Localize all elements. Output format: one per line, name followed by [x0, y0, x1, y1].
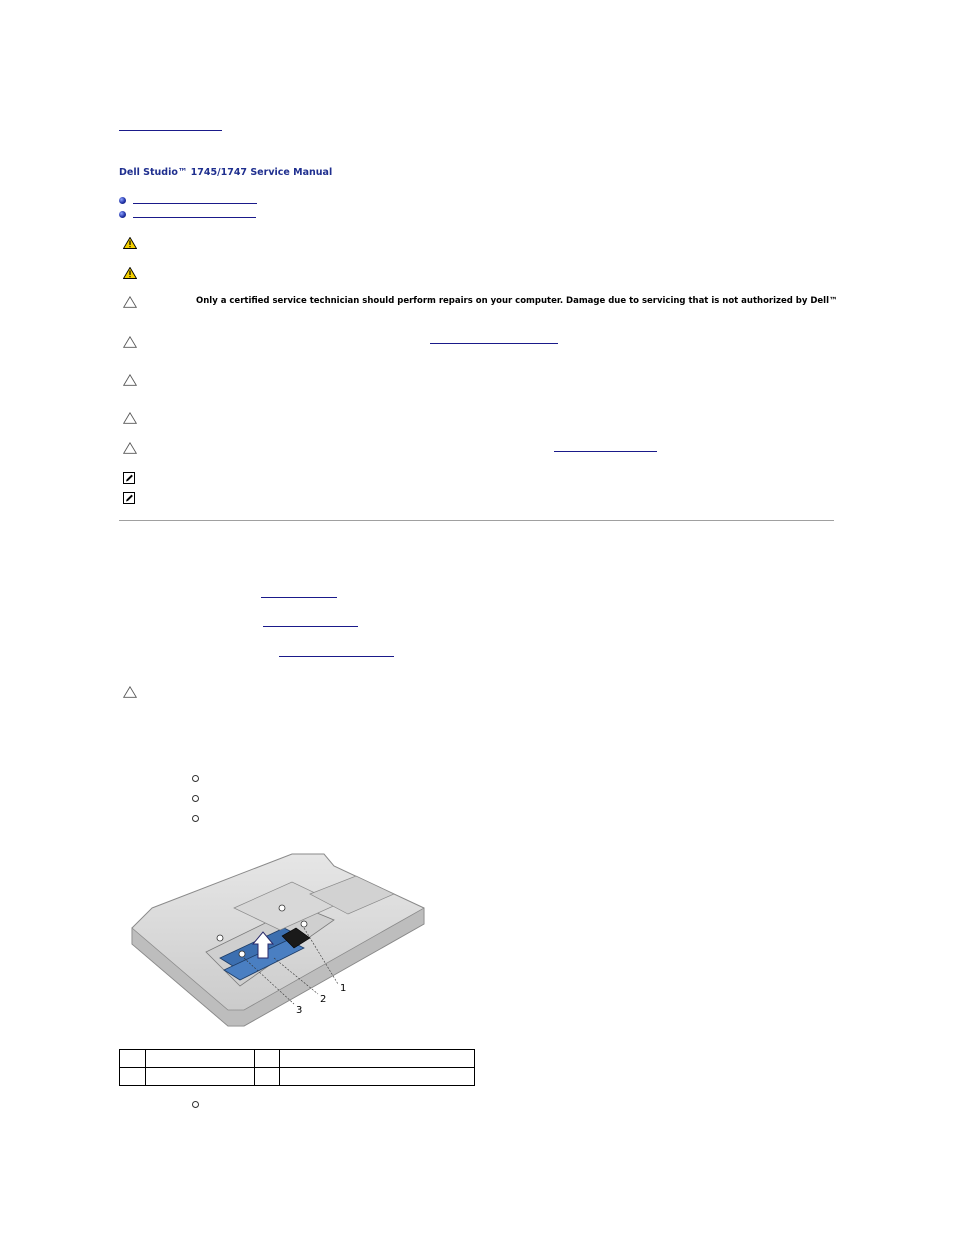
memory-module-illustration	[124, 846, 429, 1028]
sub-step-bullet	[192, 1101, 199, 1108]
note-pencil-icon	[123, 492, 135, 504]
figure-callout-2: 2	[320, 994, 327, 1005]
legend-label-cell	[280, 1050, 475, 1068]
caution-triangle-icon	[123, 686, 137, 698]
legend-number-cell	[255, 1068, 280, 1086]
figure-callout-3: 3	[296, 1005, 303, 1016]
sub-step-bullet	[192, 775, 199, 782]
caution-triangle-icon	[123, 296, 137, 308]
figure-callout-1: 1	[340, 983, 347, 994]
certified-technician-notice: Only a certified service technician should perform repairs on your computer. Damage due to servicing that is not authorized by Dell™	[196, 296, 838, 306]
caution-triangle-icon	[123, 412, 137, 424]
caution-triangle-icon	[123, 442, 137, 454]
sub-step-bullet	[192, 795, 199, 802]
step-link-3[interactable]	[279, 656, 394, 657]
legend-label-cell	[280, 1068, 475, 1086]
notice-link-before-you-begin[interactable]	[430, 343, 558, 344]
manual-title: Dell Studio™ 1745/1747 Service Manual	[119, 167, 333, 178]
toc-bullet-icon	[119, 211, 126, 218]
legend-label-cell	[146, 1068, 255, 1086]
warning-triangle-icon	[123, 267, 137, 279]
toc-link-replacing[interactable]	[133, 217, 256, 218]
caution-triangle-icon	[123, 336, 137, 348]
legend-number-cell	[120, 1050, 146, 1068]
table-row	[120, 1050, 475, 1068]
back-to-contents-link[interactable]	[119, 130, 222, 131]
figure-legend-table	[119, 1049, 475, 1086]
caution-triangle-icon	[123, 374, 137, 386]
legend-label-cell	[146, 1050, 255, 1068]
note-pencil-icon	[123, 472, 135, 484]
warning-triangle-icon	[123, 237, 137, 249]
step-link-1[interactable]	[261, 597, 337, 598]
sub-step-bullet	[192, 815, 199, 822]
legend-number-cell	[120, 1068, 146, 1086]
toc-bullet-icon	[119, 197, 126, 204]
step-link-2[interactable]	[263, 626, 358, 627]
section-divider	[119, 520, 834, 521]
notice-link-battery[interactable]	[554, 451, 657, 452]
table-row	[120, 1068, 475, 1086]
legend-number-cell	[255, 1050, 280, 1068]
toc-link-removing[interactable]	[133, 203, 257, 204]
